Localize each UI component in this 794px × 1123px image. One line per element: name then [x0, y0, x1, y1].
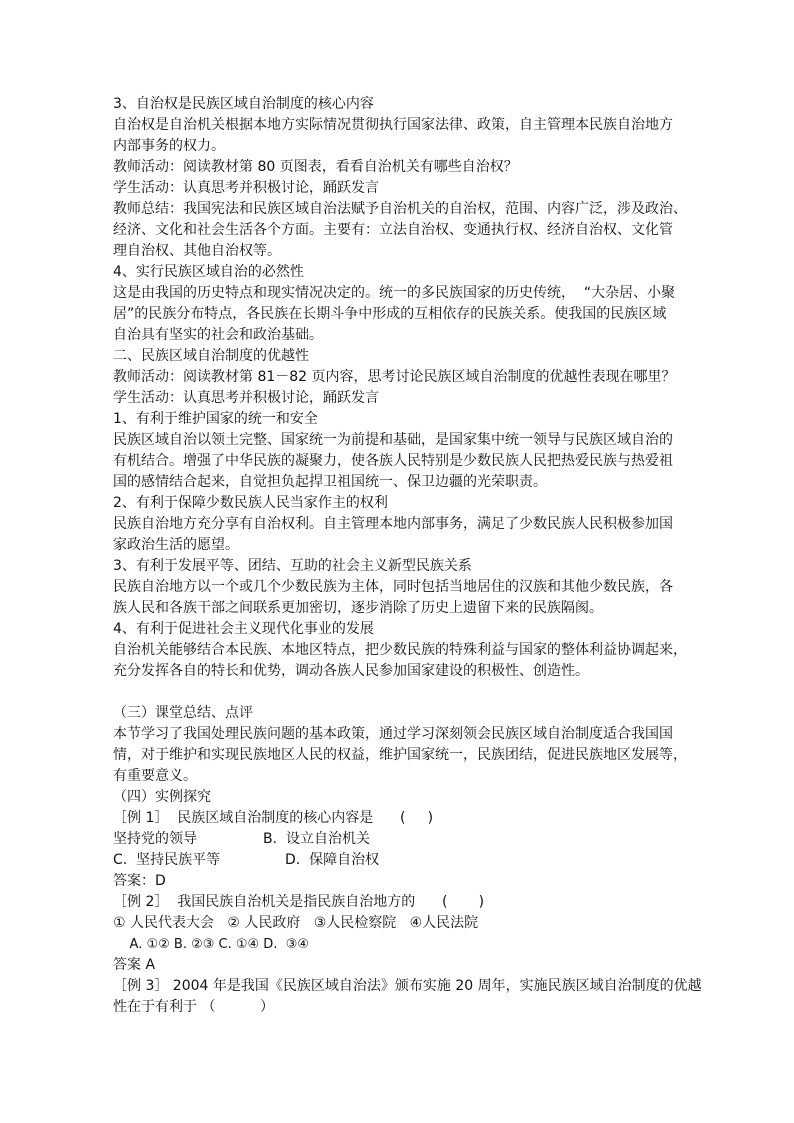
- example-1-options-row-2: [113, 850, 683, 871]
- paragraph-line: 民族自治地方以一个或几个少数民族为主体，同时包括当地居住的汉族和其他少数民族，各: [113, 579, 673, 595]
- example-2-choices: A. ①② B. ②③ C. ①④ D. ③④: [113, 937, 310, 952]
- blank-line: [113, 682, 683, 703]
- heading-modernization: 4、有利于促进社会主义现代化事业的发展: [113, 621, 374, 637]
- paragraph-line: 理自治权、其他自治权等。: [113, 243, 281, 259]
- paragraph-line: 自治具有坚实的社会和政治基础。: [113, 327, 323, 343]
- paragraph-line: 民族区域自治以领土完整、国家统一为前提和基础，是国家集中统一领导与民族区域自治的: [113, 432, 673, 448]
- document-body: [113, 94, 702, 1018]
- heading-necessity: 4、实行民族区域自治的必然性: [113, 264, 304, 280]
- example-2-answer: 答案 A: [113, 957, 156, 973]
- paragraph-line: 经济、文化和社会生活各个方面。主要有：立法自治权、变通执行权、经济自治权、文化管: [113, 222, 673, 238]
- paragraph-line: 国的感情结合起来，自觉担负起捍卫祖国统一、保卫边疆的光荣职责。: [113, 474, 547, 490]
- student-activity: 学生活动：认真思考并积极讨论，踊跃发言: [113, 180, 379, 196]
- teacher-summary: 教师总结：我国宪法和民族区域自治法赋予自治机关的自治权，范围、内容广泛，涉及政治、: [113, 201, 687, 217]
- paragraph-line: 充分发挥各自的特长和优势，调动各族人民参加国家建设的积极性、创造性。: [113, 663, 589, 679]
- example-3-question-cont: 性在于有利于 （ ）: [113, 999, 274, 1015]
- heading-unity-security: 1、有利于维护国家的统一和安全: [113, 411, 318, 427]
- example-2-items: ① 人民代表大会 ② 人民政府 ③人民检察院 ④人民法院: [113, 915, 479, 931]
- heading-rights: 2、有利于保障少数民族人民当家作主的权利: [113, 495, 388, 511]
- option-b: B. 设立自治机关: [263, 831, 370, 847]
- example-3-question: ［例 3］ 2004 年是我国《民族区域自治法》颁布实施 20 周年，实施民族区域自治制度的优越: [113, 978, 702, 994]
- paragraph-line: 居”的民族分布特点，各民族在长期斗争中形成的互相依存的民族关系。使我国的民族区域: [113, 306, 667, 322]
- option-c: C. 坚持民族平等: [113, 852, 221, 868]
- paragraph-line: 本节学习了我国处理民族问题的基本政策，通过学习深刻领会民族区域自治制度适合我国国: [113, 726, 673, 742]
- example-1-question: ［例 1］ 民族区域自治制度的核心内容是 ( ): [113, 810, 434, 826]
- paragraph-line: 情，对于维护和实现民族地区人民的权益，维护国家统一，民族团结，促进民族地区发展等，: [113, 747, 687, 763]
- paragraph-line: 有重要意义。: [113, 768, 197, 784]
- student-activity: 学生活动：认真思考并积极讨论，踊跃发言: [113, 390, 379, 406]
- paragraph-line: 有机结合。增强了中华民族的凝聚力，使各族人民特别是少数民族人民把热爱民族与热爱祖: [113, 453, 673, 469]
- paragraph-line: 这是由我国的历史特点和现实情况决定的。统一的多民族国家的历史传统， “大杂居、小聚: [113, 285, 676, 301]
- paragraph-line: 民族自治地方充分享有自治权利。自主管理本地内部事务，满足了少数民族人民积极参加国: [113, 516, 673, 532]
- teacher-activity: 教师活动：阅读教材第 81－82 页内容，思考讨论民族区域自治制度的优越性表现在哪里？: [113, 369, 676, 385]
- paragraph-line: 家政治生活的愿望。: [113, 537, 239, 553]
- paragraph-line: 族人民和各族干部之间联系更加密切，逐步消除了历史上遗留下来的民族隔阂。: [113, 600, 603, 616]
- option-d: D. 保障自治权: [285, 852, 380, 868]
- paragraph-line: 自治机关能够结合本民族、本地区特点，把少数民族的特殊利益与国家的整体利益协调起来，: [113, 642, 687, 658]
- section-heading-superiority: 二、民族区域自治制度的优越性: [113, 348, 309, 364]
- section-heading-summary: （三）课堂总结、点评: [113, 705, 253, 721]
- heading-relations: 3、有利于发展平等、团结、互助的社会主义新型民族关系: [113, 558, 472, 574]
- example-1-options-row-1: [113, 829, 683, 850]
- paragraph-line: 自治权是自治机关根据本地方实际情况贯彻执行国家法律、政策，自主管理本民族自治地方: [113, 117, 673, 133]
- example-1-answer: 答案：D: [113, 873, 166, 889]
- section-heading-examples: （四）实例探究: [113, 789, 211, 805]
- heading-autonomy-core: 3、自治权是民族区域自治制度的核心内容: [113, 96, 374, 112]
- paragraph-line: 内部事务的权力。: [113, 138, 225, 154]
- example-2-question: ［例 2］ 我国民族自治机关是指民族自治地方的 ( ): [113, 894, 485, 910]
- teacher-activity: 教师活动：阅读教材第 80 页图表，看看自治机关有哪些自治权？: [113, 159, 518, 175]
- option-a: 坚持党的领导: [113, 831, 197, 847]
